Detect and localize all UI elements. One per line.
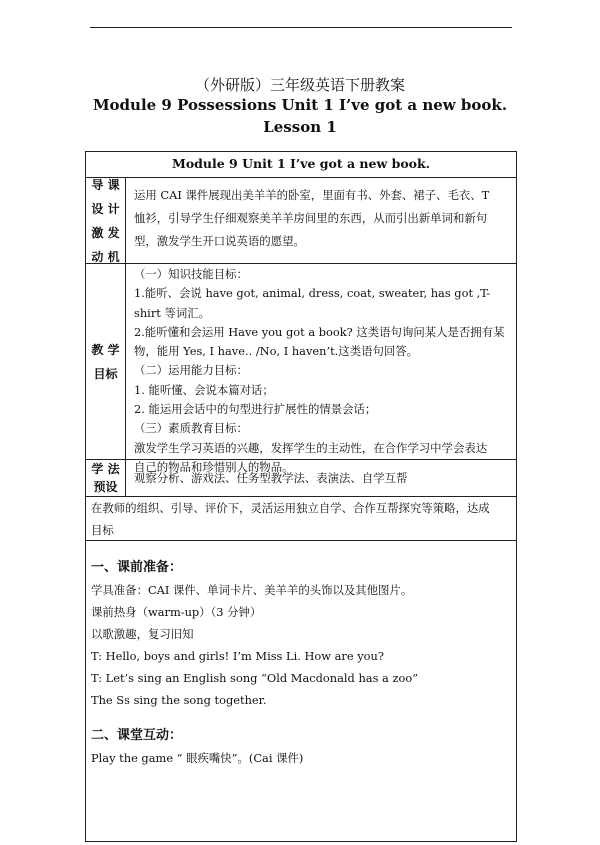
row-label-methods: 学 法 预设 <box>86 460 126 496</box>
section-heading: 一、课前准备： <box>91 560 183 575</box>
doc-title: （外研版）三年级英语下册教案 <box>194 76 405 94</box>
table-row-motivation <box>86 177 516 263</box>
table-row-methods <box>86 459 516 496</box>
doc-subtitle: Module 9 Possessions Unit 1 I’ve got a new book. <box>92 96 508 114</box>
table-row-goal <box>86 496 516 540</box>
goal-text: 在教师的组织、引导、评价下，灵活运用独立自学、合作互帮探究等策略，达成 目标 <box>91 501 490 537</box>
table-row-objectives <box>86 263 516 474</box>
lesson-label: Lesson 1 <box>263 118 337 136</box>
table-header: Module 9 Unit 1 I’ve got a new book. <box>171 156 431 171</box>
row-content-motivation: 运用 CAI 课件展现出美羊羊的卧室，里面有书、外套、裙子、毛衣、T 恤衫，引导学生仔细观察美羊羊房间里的东西，从而引出新单词和新句 型，激发学生开口说英语的愿望。 <box>134 188 490 248</box>
process-content: 一、课前准备： 学具准备：CAI 课件、单词卡片、美羊羊的头饰以及其他图片。 课前热身（warm-up）（3 分钟） 以歌激趣，复习旧知 T: Hello, boys and girls! I’m Miss Li. How are you? T: Let’s sing an English song “Old Macdonald has a zoo” The Ss sing the song together. 二、课堂互动： Play the game “ 眼疾嘴快”。(Cai 课件) <box>91 547 510 769</box>
row-content-objectives: （一）知识技能目标： 1.能听、会说 have got, animal, dress, coat, sweater, has got ,T-shirt 等词汇。 2.能听懂和会运用 Have you got a book? 这类语句询问某人是否拥有某 物，能用 Yes, I have.. /No, I haven’t.这类语句回答。 （二）运用能力目标： 1. 能听懂、会说本篇对话； 2. 能运用会话中的句型进行扩展性的情景会话； （三）素质教育目标： 激发学生学习英语的兴趣，发挥学生的主动性，在合作学习中学会表达 自己的物品和珍惜别人的物品。 <box>134 267 505 474</box>
table-row-process <box>86 540 516 841</box>
row-label-motivation: 导 课 设 计 激 发 动 机 <box>86 178 126 263</box>
row-content-methods: 观察分析、游戏法、任务型教学法、表演法、自学互帮 <box>134 471 408 485</box>
row-label-objectives: 教 学 目标 <box>86 264 126 459</box>
lesson-plan-table <box>85 151 517 842</box>
section-heading: 二、课堂互动： <box>91 728 183 743</box>
header-rule <box>90 27 512 28</box>
table-header-row <box>86 152 516 177</box>
